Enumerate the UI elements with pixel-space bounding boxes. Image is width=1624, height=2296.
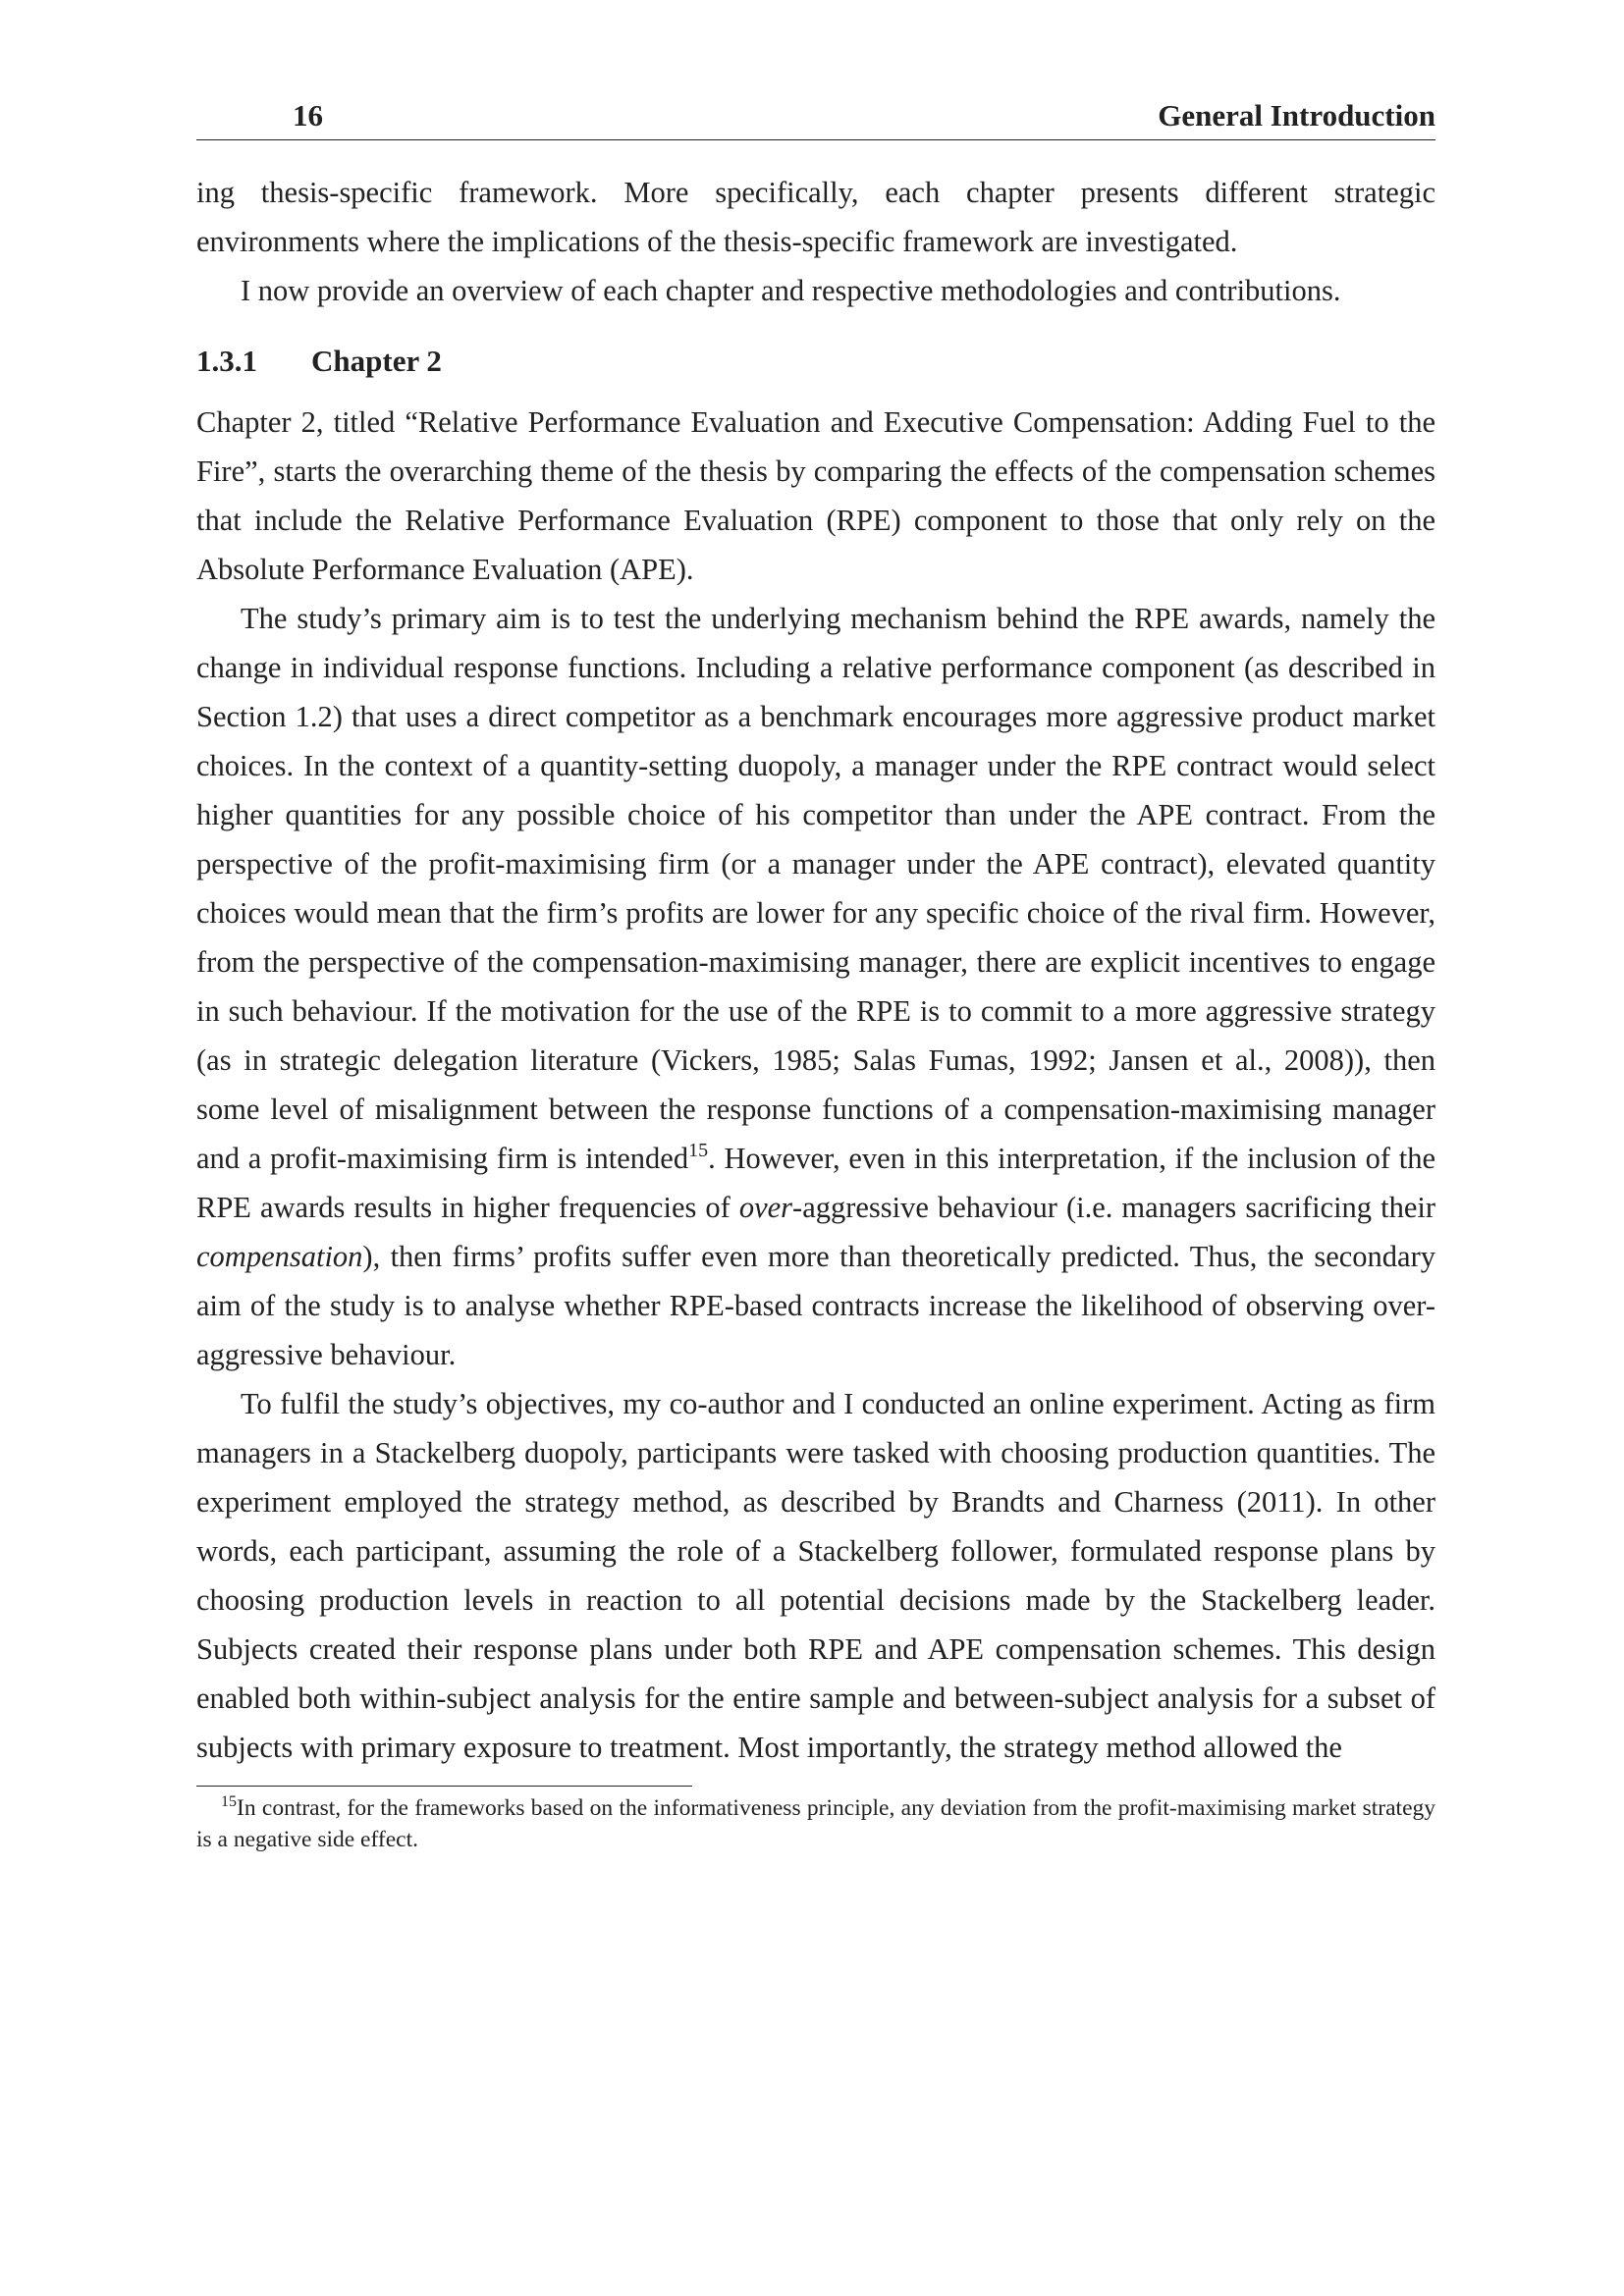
- chapter2-p2-text-b: . However, even in this interpretation, if the inclusion of the RPE awards results in higher frequencies of: [196, 1142, 1435, 1224]
- emphasis-over: over: [738, 1191, 793, 1224]
- footnote-reference: 15: [688, 1140, 709, 1161]
- chapter2-p2-text-d: ), then firms’ profits suffer even more than theoretically predicted. Thus, the secondary aim of the study is to analyse whether RPE-based contracts increase the likelihood of observing over-aggressive behaviour.: [196, 1240, 1435, 1371]
- chapter2-paragraph-2: [196, 594, 1435, 1379]
- section-number: 1.3.1: [196, 344, 257, 378]
- page: [196, 98, 1435, 1855]
- chapter2-p2-text-a: The study’s primary aim is to test the underlying mechanism behind the RPE awards, namely the change in individual response functions. Including a relative performance component (as described in Section 1.2) that uses a direct competitor as a benchmark encourages more aggressive product market choices. In the context of a quantity-setting duopoly, a manager under the RPE contract would select higher quantities for any possible choice of his competitor than under the APE contract. From the perspective of the profit-maximising firm (or a manager under the APE contract), elevated quantity choices would mean that the firm’s profits are lower for any specific choice of the rival firm. However, from the perspective of the compensation-maximising manager, there are explicit incentives to engage in such behaviour. If the motivation for the use of the RPE is to commit to a more aggressive strategy (as in strategic delegation literature (Vickers, 1985; Salas Fumas, 1992; Jansen et al., 2008)), then some level of misalignment between the response functions of a compensation-maximising manager and a profit-maximising firm is intended: [196, 602, 1435, 1175]
- emphasis-compensation: compensation: [196, 1240, 363, 1273]
- paragraph-overview: I now provide an overview of each chapter and respective methodologies and contributions.: [241, 274, 1341, 307]
- chapter2-paragraph-1: Chapter 2, titled “Relative Performance Evaluation and Executive Compensation: Adding Fuel to the Fire”, starts the overarching theme of the thesis by comparing the effects of the compensation schemes that include the Relative Performance Evaluation (RPE) component to those that only rely on the Absolute Performance Evaluation (APE).: [196, 405, 1435, 586]
- running-header: [196, 98, 1435, 140]
- running-title: General Introduction: [1158, 98, 1435, 133]
- section-title: Chapter 2: [311, 344, 442, 378]
- body-text: [196, 168, 1435, 1772]
- footnote-text: In contrast, for the frameworks based on the informativeness principle, any deviation from the profit-maximising market strategy is a negative side effect.: [196, 1795, 1435, 1852]
- chapter2-paragraph-3: To fulfil the study’s objectives, my co-author and I conducted an online experiment. Acting as firm managers in a Stackelberg duopoly, participants were tasked with choosing production quantities. The experiment employed the strategy method, as described by Brandts and Charness (2011). In other words, each participant, assuming the role of a Stackelberg follower, formulated response plans by choosing production levels in reaction to all potential decisions made by the Stackelberg leader. Subjects created their response plans under both RPE and APE compensation schemes. This design enabled both within-subject analysis for the entire sample and between-subject analysis for a subset of subjects with primary exposure to treatment. Most importantly, the strategy method allowed the: [196, 1387, 1435, 1764]
- section-heading: [196, 337, 1435, 386]
- footnote-rule: [196, 1786, 692, 1787]
- paragraph-continuation: ing thesis-specific framework. More specifically, each chapter presents different strategic environments where the implications of the thesis-specific framework are investigated.: [196, 176, 1435, 258]
- page-number: 16: [293, 98, 323, 133]
- chapter2-p2-text-c: -aggressive behaviour (i.e. managers sacrificing their: [792, 1191, 1435, 1224]
- footnote-number: 15: [221, 1793, 237, 1810]
- footnote: [196, 1792, 1435, 1855]
